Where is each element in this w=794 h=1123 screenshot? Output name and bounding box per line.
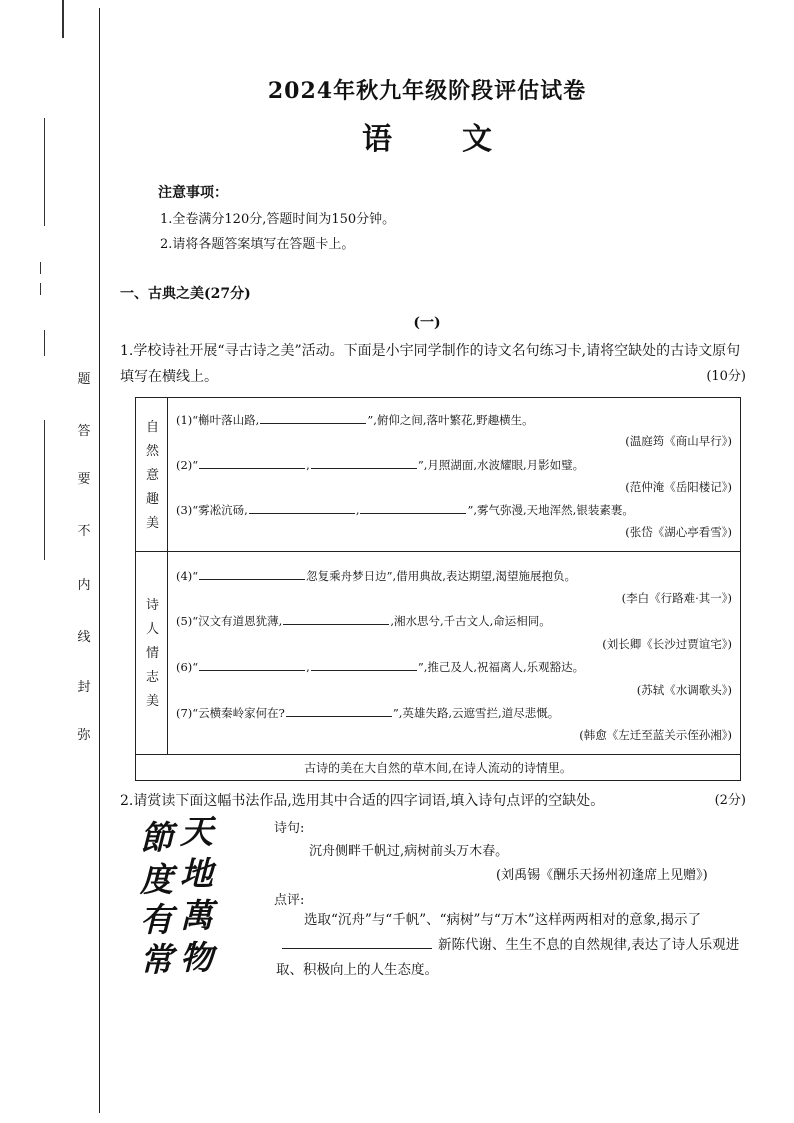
item-text: (6)“ <box>176 660 199 674</box>
notice-heading: 注意事项： <box>158 185 228 201</box>
poem-line: 沉舟侧畔千帆过,病树前头万木春。 <box>309 844 509 859</box>
fill-item-7 <box>176 705 559 721</box>
comment-part: 新陈代谢、生生不息的自然规律,表达了诗人乐观进取、积极向上的人生态度。 <box>276 937 740 978</box>
question-1-score: (10分) <box>706 369 746 384</box>
seal-char: 弥 <box>77 728 91 743</box>
calligraphy-char: 常 <box>140 940 173 979</box>
answer-blank[interactable] <box>199 569 305 580</box>
margin-fill-line <box>44 420 45 560</box>
item-text: (3)“雾凇沆砀, <box>176 503 248 517</box>
table-divider <box>136 551 740 552</box>
notice-item: 1.全卷满分120分,答题时间为150分钟。 <box>160 212 396 227</box>
answer-blank[interactable] <box>199 660 305 671</box>
poem-label: 诗句: <box>274 821 305 836</box>
item-text: , <box>306 660 310 674</box>
category-char: 人 <box>145 622 159 637</box>
item-text: (2)“ <box>176 458 199 472</box>
answer-blank[interactable] <box>249 503 355 514</box>
table-footer: 古诗的美在大自然的草木间,在诗人流动的诗情里。 <box>304 761 572 775</box>
calligraphy-char: 天 <box>180 812 213 851</box>
answer-blank[interactable] <box>286 706 392 717</box>
question-2-text: 2.请赏读下面这幅书法作品,选用其中合适的四字词语,填入诗句点评的空缺处。 <box>120 793 605 809</box>
part-heading: (一) <box>413 315 441 331</box>
category-char: 美 <box>145 516 159 531</box>
seal-char: 题 <box>77 372 91 387</box>
comment-label: 点评: <box>274 893 305 908</box>
answer-blank[interactable] <box>260 413 366 424</box>
calligraphy-char: 度 <box>140 860 173 899</box>
item-source: (温庭筠《商山早行》) <box>625 434 732 448</box>
seal-char: 内 <box>77 578 91 593</box>
margin-fill-line <box>44 118 45 226</box>
category-char: 趣 <box>145 492 159 507</box>
question-2 <box>120 788 746 814</box>
item-text: ”,月照湖面,水波耀眼,月影如璧。 <box>417 458 585 472</box>
item-text: ,湘水思兮,千古文人,命运相同。 <box>390 614 551 628</box>
item-text: ”,俯仰之间,落叶繁花,野趣横生。 <box>367 413 534 427</box>
answer-blank[interactable] <box>360 503 466 514</box>
comment-part: 选取“沉舟”与“千帆”、“病树”与“万木”这样两两相对的意象,揭示了 <box>304 912 702 928</box>
category-char: 然 <box>145 444 159 459</box>
practice-card-table <box>135 397 741 781</box>
item-source: (苏轼《水调歌头》) <box>636 683 732 697</box>
item-text: (1)“槲叶落山路, <box>176 413 260 427</box>
item-text: ”,雾气弥漫,天地浑然,银装素裹。 <box>467 503 634 517</box>
category-char: 情 <box>145 646 159 661</box>
seal-char: 封 <box>77 680 91 695</box>
answer-blank[interactable] <box>311 458 417 469</box>
margin-tick <box>40 283 41 295</box>
item-source: (刘长卿《长沙过贾谊宅》) <box>602 637 732 651</box>
calligraphy-char: 有 <box>140 900 173 939</box>
seal-char: 要 <box>77 472 91 487</box>
item-text: (7)“云横秦岭家何在? <box>176 706 285 720</box>
item-source: (范仲淹《岳阳楼记》) <box>625 480 732 494</box>
answer-blank[interactable] <box>282 938 432 949</box>
poem-source: (刘禹锡《酬乐天扬州初逢席上见赠》) <box>496 868 708 883</box>
answer-blank[interactable] <box>199 458 305 469</box>
exam-title: 2024年秋九年级阶段评估试卷 <box>267 78 587 104</box>
section-heading: 一、古典之美(27分) <box>120 286 251 302</box>
answer-blank[interactable] <box>311 660 417 671</box>
fill-item-2 <box>176 457 584 473</box>
fill-item-6 <box>176 659 584 675</box>
item-text: , <box>306 458 310 472</box>
item-source: (李白《行路难·其一》) <box>621 591 732 605</box>
category-char: 诗 <box>145 598 159 613</box>
binding-margin-line <box>99 8 100 1113</box>
table-divider <box>136 754 740 755</box>
item-text: (4)“ <box>176 569 199 583</box>
fill-item-3 <box>176 502 634 518</box>
item-text: ”,推己及人,祝福离人,乐观豁达。 <box>417 660 585 674</box>
binding-edge-line <box>62 0 64 38</box>
category-char: 美 <box>145 694 159 709</box>
calligraphy-char: 萬 <box>180 896 213 935</box>
fill-item-5 <box>176 613 551 629</box>
item-source: (韩愈《左迁至蓝关示侄孙湘》) <box>579 728 732 742</box>
item-text: , <box>355 503 360 517</box>
seal-char: 不 <box>77 524 91 539</box>
fill-item-4 <box>176 568 576 584</box>
category-char: 自 <box>145 420 159 435</box>
calligraphy-char: 地 <box>180 854 213 893</box>
category-char: 志 <box>145 670 159 685</box>
subject-title: 语文 <box>362 122 562 157</box>
seal-char: 线 <box>77 630 91 645</box>
margin-tick <box>40 262 41 274</box>
notice-item: 2.请将各题答案填写在答题卡上。 <box>160 237 355 252</box>
margin-fill-line <box>44 330 45 356</box>
category-char: 意 <box>145 468 159 483</box>
seal-char: 答 <box>77 424 91 439</box>
calligraphy-char: 物 <box>180 938 213 977</box>
item-text: ”,英雄失路,云遮雪拦,道尽悲慨。 <box>392 706 560 720</box>
fill-item-1 <box>176 412 534 428</box>
item-text: (5)“汉文有道恩犹薄, <box>176 614 283 628</box>
question-1 <box>120 338 746 390</box>
calligraphy-char: 節 <box>140 818 173 857</box>
item-text: 忽复乘舟梦日边”,借用典故,表达期望,渴望施展抱负。 <box>306 569 577 583</box>
question-2-score: (2分) <box>714 793 746 808</box>
category-nature <box>136 416 169 536</box>
question-1-text: 1.学校诗社开展“寻古诗之美”活动。下面是小宇同学制作的诗文名句练习卡,请将空缺处的古诗文原句填写在横线上。 <box>120 343 741 385</box>
item-source: (张岱《湖心亭看雪》) <box>625 525 732 539</box>
answer-blank[interactable] <box>283 614 389 625</box>
comment-text <box>276 908 740 983</box>
category-poet <box>136 594 169 714</box>
